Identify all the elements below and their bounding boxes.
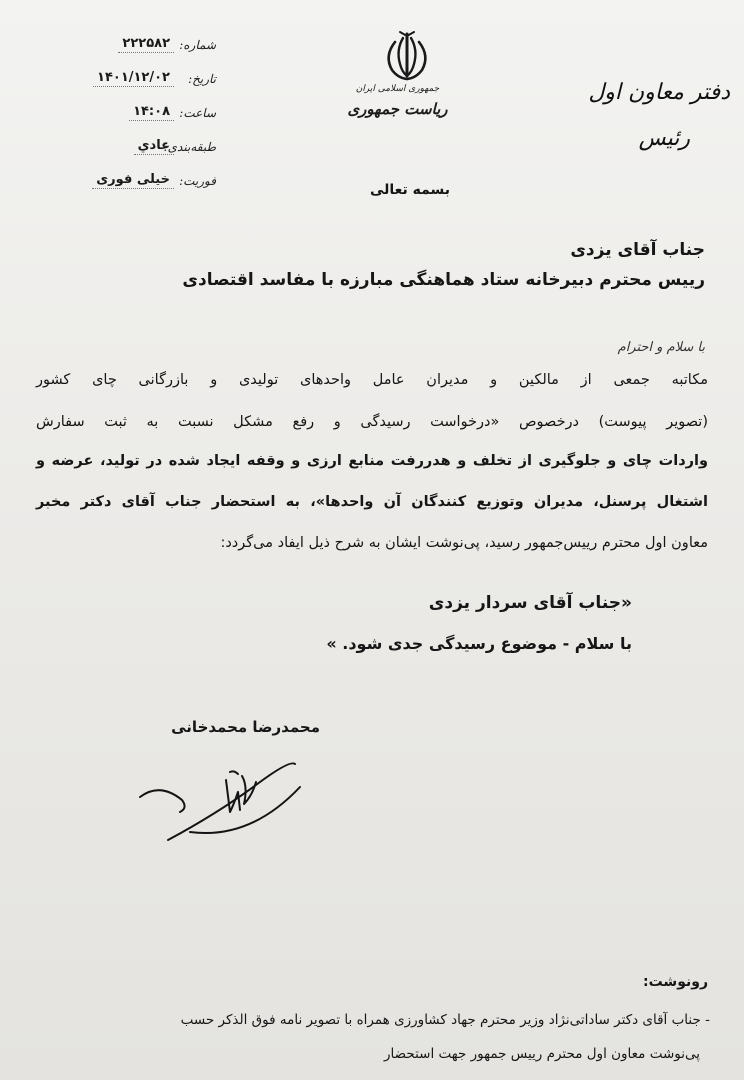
meta-value: خیلی فوری [92, 172, 174, 189]
meta-time [70, 104, 220, 138]
greeting: با سلام و احترام [617, 340, 705, 355]
cc-title: رونوشت: [643, 974, 708, 990]
meta-number [70, 36, 220, 70]
signature-icon [130, 752, 310, 852]
meta-label: شماره: [179, 38, 216, 52]
signer-name: محمدرضا محمدخانی [171, 718, 320, 736]
meta-date [70, 70, 220, 104]
cc-line: - جناب آقای دکتر ساداتی‌نژاد وزیر محترم جهاد کشاورزی همراه با تصویر نامه فوق الذکر حسب [180, 1012, 710, 1028]
cc-line: پی‌نوشت معاون اول محترم رییس جمهور جهت استحضار [384, 1046, 700, 1062]
org-name-line2: ریاست جمهوری [347, 100, 448, 118]
emblem-icon [378, 30, 436, 84]
quote-line1: «جناب آقای سردار یزدی [428, 593, 632, 613]
quote-line2: با سلام - موضوع رسیدگی جدی شود. » [326, 634, 632, 653]
addressee-title: رییس محترم دبیرخانه ستاد هماهنگی مبارزه با مفاسد اقتصادی [182, 270, 705, 290]
meta-label: فوریت: [179, 174, 216, 188]
body-line: (تصویر پیوست) درخصوص «درخواست رسیدگی و رفع مشکل نسبت به ثبت سفارش [36, 414, 708, 430]
handwritten-note-line1: دفتر معاون اول [588, 80, 730, 105]
meta-label: طبقه‌بندی: [163, 140, 216, 154]
body-line: معاون اول محترم رییس‌جمهور رسید، پی‌نوشت ایشان به شرح ذیل ایفاد می‌گردد: [220, 535, 708, 551]
body-line: مکاتبه جمعی از مالکین و مدیران عامل واحدهای تولیدی و بازرگانی چای کشور [36, 372, 708, 388]
meta-urgency [70, 172, 220, 206]
meta-value: ۲۲۲۵۸۲ [118, 36, 174, 53]
body-line: واردات چای و جلوگیری از تخلف و هدررفت منابع ارزی و وقفه ایجاد شده در تولید، عرضه و [36, 453, 708, 469]
meta-value: عادي [134, 138, 174, 155]
meta-classification [70, 138, 220, 172]
meta-value: ۱۴۰۱/۱۲/۰۲ [93, 70, 174, 87]
org-name-line1: جمهوری اسلامی ایران [355, 84, 440, 94]
meta-label: ساعت: [179, 106, 216, 120]
meta-value: ۱۴:۰۸ [129, 104, 174, 121]
body-line: اشتغال پرسنل، مدیران وتوزیع کنندگان آن واحدها»، به استحضار جناب آقای دکتر مخبر [36, 494, 708, 510]
handwritten-note-line2: رئیس [638, 126, 690, 151]
bismillah-heading: بسمه تعالی [369, 182, 451, 198]
addressee-name: جناب آقای یزدی [570, 240, 705, 260]
letter-meta [70, 36, 220, 206]
meta-label: تاریخ: [188, 72, 216, 86]
